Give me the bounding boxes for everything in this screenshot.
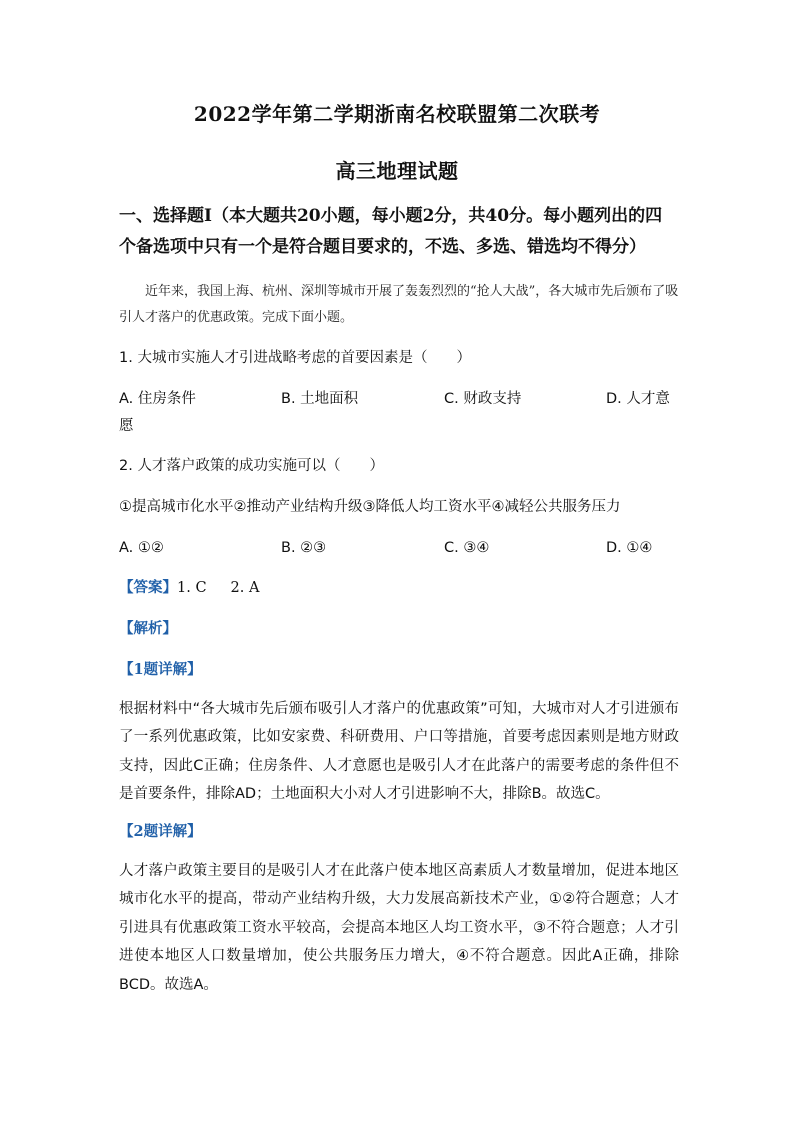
exam-title: 2022学年第二学期浙南名校联盟第二次联考 xyxy=(193,102,601,126)
question-2-options xyxy=(119,537,679,559)
detail-1-text: 根据材料中“各大城市先后颁布吸引人才落户的优惠政策”可知，大城市对人才引进颁布了一系列优惠政策，比如安家费、科研费用、户口等措施，首要考虑因素则是地方财政支持，因此C正确；住房条件、人才意愿也是吸引人才在此落户的需要考虑的条件但不是首要条件，排除AD；土地面积大小对人才引进影响不大，排除B。故选C。 xyxy=(119,701,679,803)
q1-option-b: B. 土地面积 xyxy=(281,391,359,407)
exam-subtitle: 高三地理试题 xyxy=(335,159,459,183)
answer-line xyxy=(119,577,679,599)
q1-option-d: D. 人才意 xyxy=(606,391,670,407)
q2-option-d: D. ①④ xyxy=(606,540,653,556)
detail-1-heading xyxy=(119,659,679,681)
section-heading: 一、选择题Ⅰ（本大题共20小题，每小题2分，共40分。每小题列出的四个备选项中只有一个是符合题目要求的，不选、多选、错选均不得分） xyxy=(119,206,663,257)
detail-2-text: 人才落户政策主要目的是吸引人才在此落户使本地区高素质人才数量增加，促进本地区城市化水平的提高，带动产业结构升级，大力发展高新技术产业，①②符合题意；人才引进具有优惠政策工资水平较高，会提高本地区人均工资水平，③不符合题意；人才引进使本地区人口数量增加，使公共服务压力增大，④不符合题意。因此A正确，排除BCD。故选A。 xyxy=(119,863,679,993)
analysis-label: 【解析】 xyxy=(119,620,177,637)
detail-1-label: 【1题详解】 xyxy=(119,661,202,678)
question-2-stem: 2. 人才落户政策的成功实施可以（ ） xyxy=(119,458,384,474)
answer-2: 2. A xyxy=(230,580,260,596)
question-2-statements: ①提高城市化水平②推动产业结构升级③降低人均工资水平④减轻公共服务压力 xyxy=(119,499,621,515)
detail-2-heading xyxy=(119,821,679,843)
question-1-stem: 1. 大城市实施人才引进战略考虑的首要因素是（ ） xyxy=(119,350,471,366)
material-text: 近年来，我国上海、杭州、深圳等城市开展了轰轰烈烈的“抢人大战”，各大城市先后颁布了吸引人才落户的优惠政策。完成下面小题。 xyxy=(119,284,679,325)
analysis-heading xyxy=(119,618,679,640)
question-1-options xyxy=(119,388,679,432)
q2-option-a: A. ①② xyxy=(119,540,164,556)
q1-option-c: C. 财政支持 xyxy=(444,391,522,407)
q2-option-b: B. ②③ xyxy=(281,540,327,556)
q1-option-a: A. 住房条件 xyxy=(119,391,196,407)
q1-option-d-wrap: 愿 xyxy=(119,418,134,434)
answer-1: 1. C xyxy=(177,580,207,596)
q2-option-c: C. ③④ xyxy=(444,540,490,556)
answer-label: 【答案】 xyxy=(119,579,177,596)
detail-2-label: 【2题详解】 xyxy=(119,823,202,840)
